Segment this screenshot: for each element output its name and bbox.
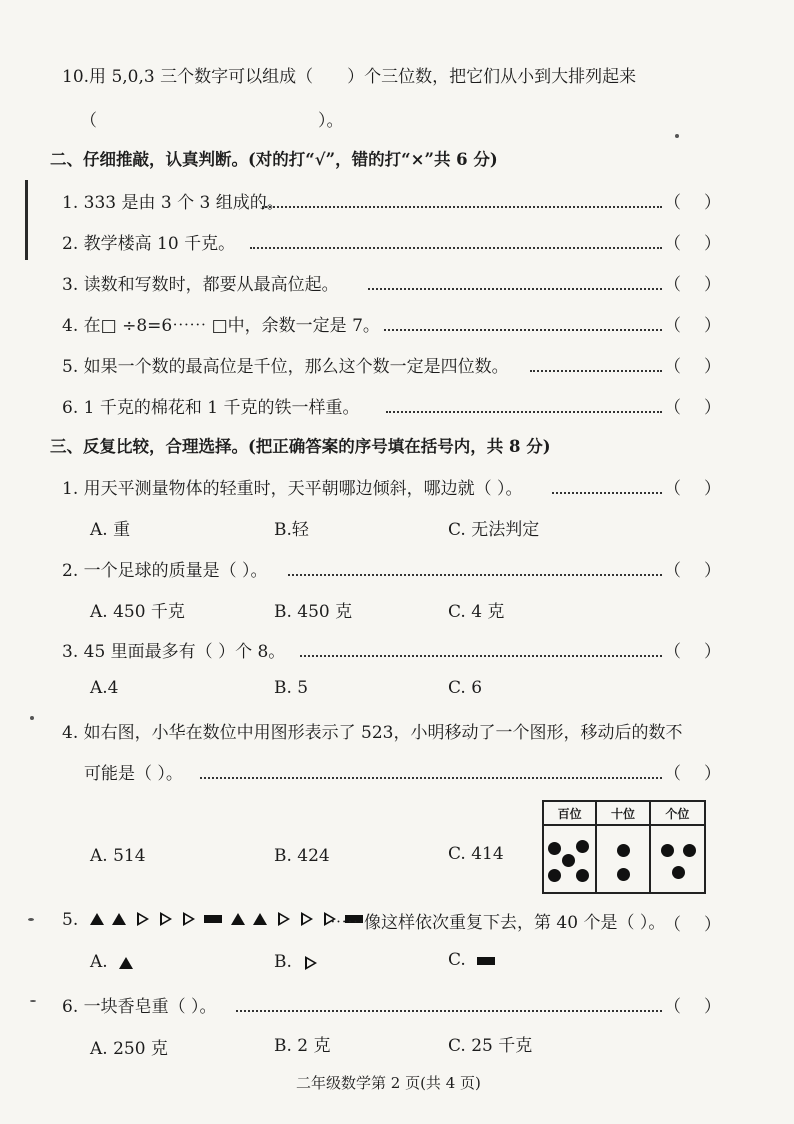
answer-paren-open: （ (664, 275, 681, 295)
answer-paren-open: （ (664, 357, 681, 377)
option-b (274, 952, 317, 972)
answer-paren-close: ） (704, 561, 721, 581)
answer-paren-close: ） (704, 316, 721, 336)
judge-item-5: 5. 如果一个数的最高位是千位，那么这个数一定是四位数。 (62, 357, 509, 377)
answer-paren-close: ） (704, 764, 721, 784)
answer-paren-open: （ (664, 764, 681, 784)
answer-paren-open: （ (664, 561, 681, 581)
question-10-paren-close: ）。 (318, 111, 344, 131)
question-10-paren-open: （ (80, 111, 97, 131)
option-a-label: A. (90, 952, 108, 972)
counter-dot (548, 842, 561, 855)
counter-dot (683, 844, 696, 857)
header-hundreds: 百位 (544, 802, 597, 826)
answer-paren-open: （ (664, 479, 681, 499)
answer-paren-open: （ (664, 915, 681, 935)
dot-leader (262, 206, 662, 208)
option-c: C. 414 (448, 844, 504, 864)
triangle-solid-icon (112, 913, 126, 925)
triangle-solid-icon (231, 913, 245, 925)
option-b: B. 424 (274, 846, 330, 866)
scan-speck (28, 918, 34, 921)
option-a: A.4 (90, 678, 119, 698)
dot-leader (236, 1010, 662, 1012)
header-ones: 个位 (651, 802, 704, 826)
dot-leader (386, 411, 662, 413)
counter-dot (576, 869, 589, 882)
counter-dot (548, 869, 561, 882)
answer-paren-open: （ (664, 398, 681, 418)
triangle-outline-icon (183, 912, 195, 926)
triangle-outline-icon (305, 956, 317, 970)
choice-question-3: 3. 45 里面最多有（ ）个 8。 (62, 642, 286, 662)
triangle-outline-icon (160, 912, 172, 926)
answer-paren-close: ） (704, 915, 721, 935)
page-footer: 二年级数学第 2 页(共 4 页) (296, 1074, 481, 1092)
judge-item-4: 4. 在□ ÷8=6⋯⋯ □中，余数一定是 7。 (62, 316, 380, 336)
option-c-label: C. (448, 950, 466, 970)
margin-binding-line (25, 180, 28, 260)
choice-question-4: 4. 如右图，小华在数位中用图形表示了 523，小明移动了一个图形，移动后的数不 (62, 723, 683, 743)
shape-pattern (90, 908, 363, 928)
section-2-title: 二、仔细推敲，认真判断。(对的打“√”，错的打“×”共 6 分) (50, 150, 498, 169)
option-a: A. 250 克 (90, 1039, 168, 1059)
counter-dot (617, 868, 630, 881)
dot-leader (384, 329, 662, 331)
option-c: C. 无法判定 (448, 520, 540, 540)
answer-paren-close: ） (704, 642, 721, 662)
answer-paren-close: ） (704, 193, 721, 213)
option-c: C. 4 克 (448, 602, 505, 622)
section-3-title: 三、反复比较，合理选择。(把正确答案的序号填在括号内，共 8 分) (50, 437, 551, 456)
counter-dot (576, 840, 589, 853)
ones-cell (651, 826, 704, 892)
option-c: C. 25 千克 (448, 1036, 533, 1056)
answer-paren-close: ） (704, 357, 721, 377)
scan-speck (675, 134, 679, 138)
answer-paren-close: ） (704, 398, 721, 418)
question-10: 10.用 5,0,3 三个数字可以组成（ ）个三位数，把它们从小到大排列起来 (62, 67, 637, 87)
header-tens: 十位 (597, 802, 650, 826)
answer-paren-open: （ (664, 316, 681, 336)
rectangle-solid-icon (477, 957, 495, 965)
choice-question-6: 6. 一块香皂重（ ）。 (62, 997, 217, 1017)
scan-speck (30, 1000, 36, 1002)
choice-question-4-line2: 可能是（ ）。 (84, 764, 183, 784)
answer-paren-open: （ (664, 234, 681, 254)
option-a (90, 952, 133, 972)
triangle-outline-icon (137, 912, 149, 926)
judge-item-3: 3. 读数和写数时，都要从最高位起。 (62, 275, 339, 295)
counter-dot (562, 854, 575, 867)
rectangle-solid-icon (204, 915, 222, 923)
answer-paren-close: ） (704, 479, 721, 499)
dot-leader (250, 247, 662, 249)
dot-leader (530, 370, 662, 372)
counter-dot (617, 844, 630, 857)
choice-question-5-number: 5. (62, 910, 79, 930)
option-a: A. 重 (90, 520, 131, 540)
option-c: C. 6 (448, 678, 483, 698)
option-a: A. 450 千克 (90, 602, 185, 622)
dot-leader (200, 777, 662, 779)
option-c (448, 950, 495, 970)
choice-question-1: 1. 用天平测量物体的轻重时，天平朝哪边倾斜，哪边就（ ）。 (62, 479, 523, 499)
dot-leader (368, 288, 662, 290)
option-b: B. 5 (274, 678, 309, 698)
tens-cell (597, 826, 650, 892)
choice-question-5: ⋯⋯像这样依次重复下去，第 40 个是（ ）。 (330, 913, 666, 933)
choice-question-2: 2. 一个足球的质量是（ ）。 (62, 561, 268, 581)
answer-paren-close: ） (704, 234, 721, 254)
option-a: A. 514 (90, 846, 146, 866)
scan-speck (30, 716, 34, 720)
hundreds-cell (544, 826, 597, 892)
triangle-outline-icon (301, 912, 313, 926)
answer-paren-open: （ (664, 642, 681, 662)
triangle-solid-icon (253, 913, 267, 925)
dot-leader (288, 574, 662, 576)
option-b: B. 450 克 (274, 602, 353, 622)
triangle-solid-icon (90, 913, 104, 925)
option-b: B. 2 克 (274, 1036, 331, 1056)
answer-paren-close: ） (704, 997, 721, 1017)
dot-leader (300, 655, 662, 657)
triangle-outline-icon (278, 912, 290, 926)
answer-paren-open: （ (664, 997, 681, 1017)
place-value-table (542, 800, 706, 894)
triangle-solid-icon (119, 957, 133, 969)
answer-paren-open: （ (664, 193, 681, 213)
counter-dot (661, 844, 674, 857)
judge-item-1: 1. 333 是由 3 个 3 组成的。 (62, 193, 284, 213)
option-b-label: B. (274, 952, 292, 972)
judge-item-2: 2. 教学楼高 10 千克。 (62, 234, 236, 254)
judge-item-6: 6. 1 千克的棉花和 1 千克的铁一样重。 (62, 398, 360, 418)
dot-leader (552, 492, 662, 494)
answer-paren-close: ） (704, 275, 721, 295)
counter-dot (672, 866, 685, 879)
option-b: B.轻 (274, 520, 309, 540)
